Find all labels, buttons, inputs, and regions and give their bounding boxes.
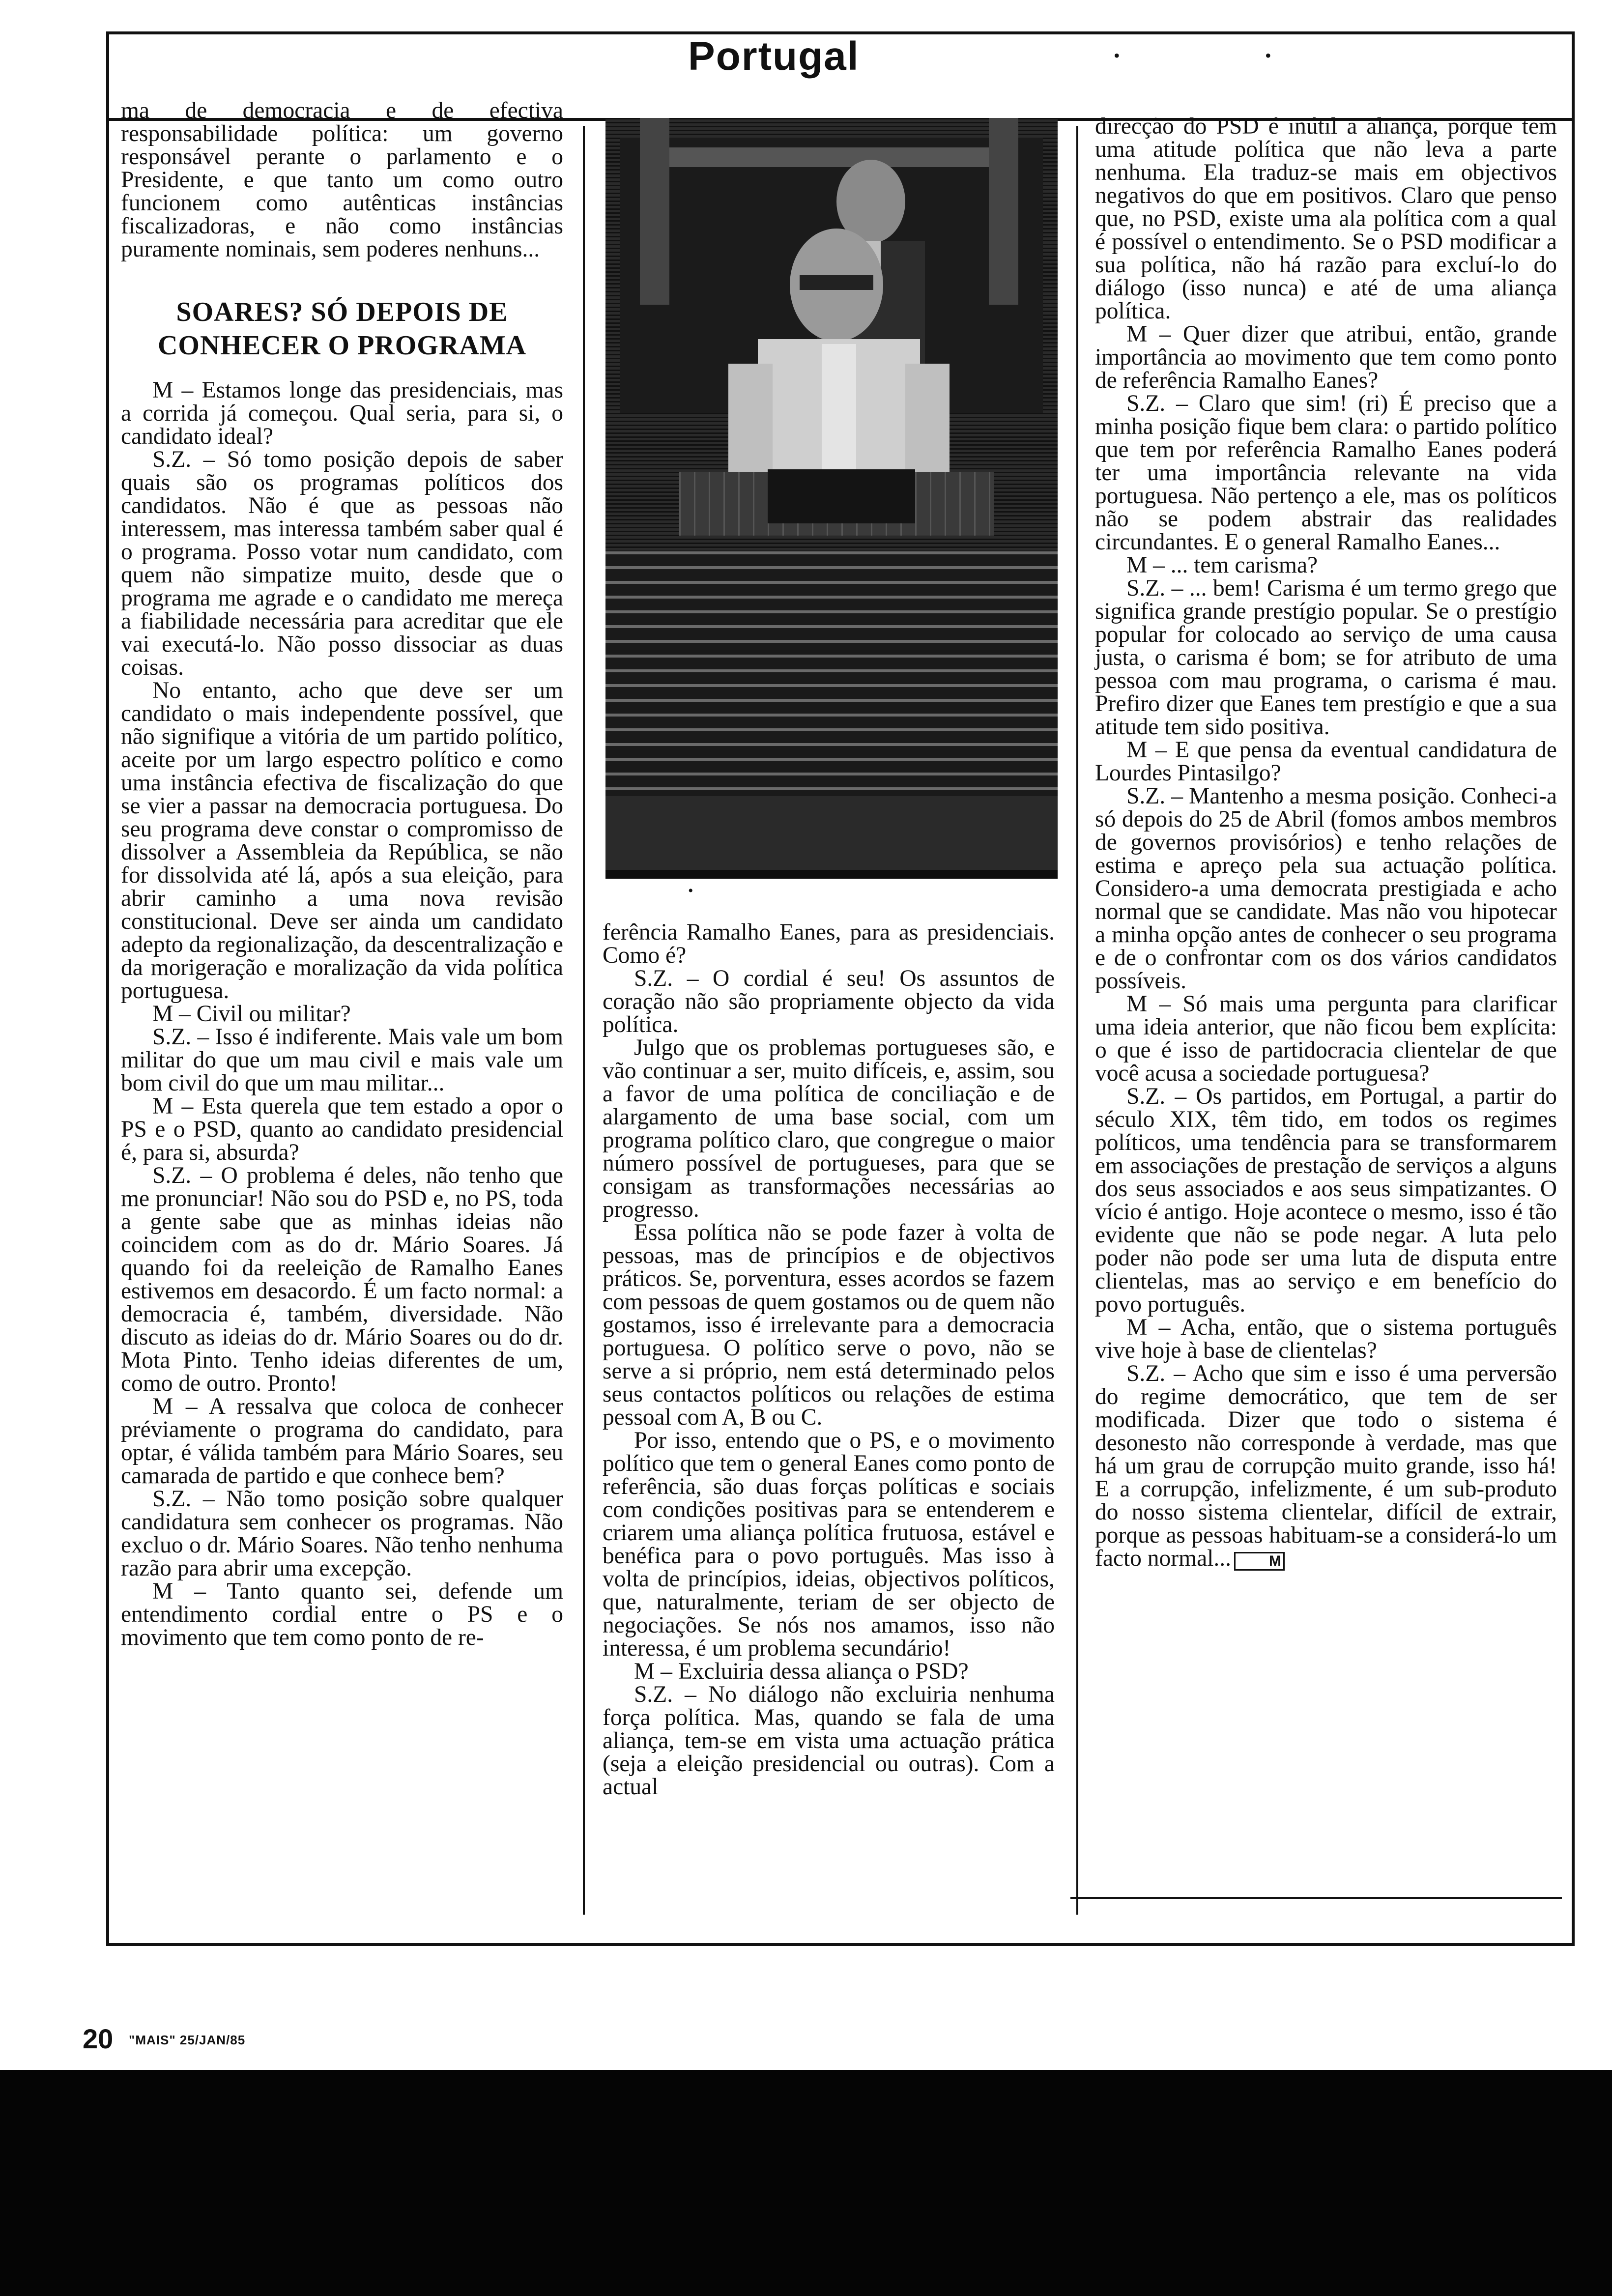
paragraph: M – Civil ou militar? <box>152 1001 351 1027</box>
page-number: 20 <box>83 2023 114 2054</box>
paragraph: No entanto, acho que deve ser um candidato o mais independente possível, que não signifique a vitória de um partido político, aceite por um largo espectro político e como uma instância efectiva de fiscalização do que se vier a passar na democracia portuguesa. Do seu programa deve constar o compromisso de dissolver a Assembleia da República, se não for dissolvida até lá, após a sua eleição, para abrir caminho a uma nova revisão constitucional. Deve ser ainda um candidato adepto da regionalização, da descentralização e da morigeração e moralização da vida política portuguesa. <box>121 678 563 1004</box>
paragraph: M – A ressalva que coloca de conhecer préviamente o programa do candidato, para optar, é válida também para Mário Soares, seu camarada de partido e que conhece bem? <box>121 1394 563 1489</box>
paragraph: S.Z. – Não tomo posição sobre qualquer candidatura sem conhecer os programas. Não excluo o dr. Mário Soares. Não tenho nenhuma razão para abrir uma excepção. <box>121 1486 563 1581</box>
paragraph: Essa política não se pode fazer à volta de pessoas, mas de princípios e de objectivos práticos. Se, porventura, esses acordos se fazem com pessoas de quem gostamos ou de quem não gostamos, isso é irrelevante para a democracia portuguesa. O político serve o povo, não se serve a si próprio, nem está determinado pelos seus contactos políticos ou relações de estima pessoal com A, B ou C. <box>603 1220 1055 1430</box>
paragraph: S.Z. – Isso é indiferente. Mais vale um bom militar do que um mau civil e mais vale um bom civil do que um mau militar... <box>121 1024 563 1096</box>
paragraph: M – ... tem carisma? <box>1126 552 1318 578</box>
paragraph: direcção do PSD é inútil a aliança, porque tem uma atitude política que não leva a parte nenhuma. Ela traduz-se mais em objectivos negativos do que em positivos. Claro que penso que, no PSD, existe uma ala política com a qual é possível o entendimento. Se o PSD modificar a sua política, não há razão para excluí-lo do diálogo (isso nunca) e até de uma aliança política. <box>1095 114 1557 324</box>
portrait-photo <box>605 118 1058 879</box>
paragraph: ma de democracia e de efectiva responsabilidade política: um governo responsável perante o parlamento e o Presidente, e que tanto um como outro funcionem como autênticas instâncias fiscalizadoras, e não como instâncias puramente nominais, sem poderes nenhuns... <box>121 98 563 262</box>
paragraph: S.Z. – ... bem! Carisma é um termo grego que significa grande prestígio popular. Se o prestígio popular for colocado ao serviço de uma causa justa, o carisma é bom; se for atributo de uma pessoa com mau programa, o carisma é mau. Prefiro dizer que Eanes tem prestígio e que a sua atitude tem sido positiva. <box>1095 575 1557 740</box>
paragraph: Julgo que os problemas portugueses são, e vão continuar a ser, muito difíceis, e, assim, sou a favor de uma política de conciliação e de alargamento de uma base social, com um programa político claro, que congregue o maior número possível de portugueses, para que se consigam as transformações necessárias ao progresso. <box>603 1035 1055 1222</box>
paragraph: M – Estamos longe das presidenciais, mas a corrida já começou. Qual seria, para si, o candidato ideal? <box>121 377 563 449</box>
paragraph: M – Esta querela que tem estado a opor o PS e o PSD, quanto ao candidato presidencial é, para si, absurda? <box>121 1093 563 1165</box>
paragraph: S.Z. – O cordial é seu! Os assuntos de coração não são propriamente objecto da vida política. <box>603 966 1055 1037</box>
box-rule <box>1070 1897 1562 1899</box>
paragraph: S.Z. – Os partidos, em Portugal, a partir do século XIX, têm tido, em todos os regimes políticos, uma tendência para se transformarem em associações de prestação de serviços a alguns dos seus associados e aos seus simpatizantes. O vício é antigo. Hoje acontece o mesmo, isso é tão evidente que não se pode negar. A luta pelo poder não pode ser uma luta de disputa entre clientelas, mas ao serviço e em benefício do povo português. <box>1095 1084 1557 1317</box>
end-mark: M <box>1234 1552 1285 1571</box>
paragraph: Por isso, entendo que o PS, e o movimento político que tem o general Eanes como ponto de referência, são duas forças políticas e sociais com condições positivas para se entenderem e criarem uma aliança política frutuosa, estável e benéfica para o povo português. Mas isso à volta de princípios, ideias, objectivos políticos, que, naturalmente, teriam de ser objecto de negociações. Se nós nos amamos, isso não interessa, é um problema secundário! <box>603 1428 1055 1661</box>
publication-line: "MAIS" 25/JAN/85 <box>129 2033 246 2047</box>
left-column <box>121 99 563 1649</box>
paragraph: ferência Ramalho Eanes, para as presidenciais. Como é? <box>603 919 1055 968</box>
portrait-photo-svg <box>605 118 1058 879</box>
column-rule <box>583 126 585 1915</box>
scan-border <box>0 2070 1612 2296</box>
paragraph: M – Só mais uma pergunta para clarificar uma ideia anterior, que não ficou bem explícita: o que é isso de partidocracia clientelar de que você acusa a sociedade portuguesa? <box>1095 991 1557 1086</box>
print-mark: • <box>1114 46 1120 65</box>
paragraph: S.Z. – No diálogo não excluiria nenhuma força política. Mas, quando se fala de uma aliança, tem-se em vista uma actuação prática (seja a eleição presidencial ou outras). Com a actual <box>603 1682 1055 1800</box>
paragraph: M – Quer dizer que atribui, então, grande importância ao movimento que tem como ponto de referência Ramalho Eanes? <box>1095 321 1557 393</box>
print-mark: • <box>1265 46 1271 65</box>
section-title: Portugal <box>688 34 860 79</box>
paragraph: M – Tanto quanto sei, defende um entendimento cordial entre o PS e o movimento que tem como ponto de re- <box>121 1578 563 1650</box>
paragraph: S.Z. – Só tomo posição depois de saber quais são os programas políticos dos candidatos. Não é que as pessoas não interessem, mas interessa também saber qual é o programa. Posso votar num candidato, com quem não simpatize muito, desde que o programa me agrade e o candidato me mereça a fiabilidade necessária para acreditar que ele vai executá-lo. Não posso dissociar as duas coisas. <box>121 447 563 680</box>
photo-mark: • <box>688 883 693 899</box>
paragraph: M – Excluiria dessa aliança o PSD? <box>634 1659 969 1684</box>
column-rule <box>1076 126 1078 1915</box>
paragraph: M – E que pensa da eventual candidatura de Lourdes Pintasilgo? <box>1095 737 1557 786</box>
paragraph: S.Z. – O problema é deles, não tenho que me pronunciar! Não sou do PSD e, no PS, toda a gente sabe que as minhas ideias não coincidem com as do dr. Mário Soares. Já quando foi da reeleição de Ramalho Eanes estivemos em desacordo. É um facto normal: a democracia é, também, diversidade. Não discuto as ideias do dr. Mário Soares ou do dr. Mota Pinto. Tenho ideias diferentes de um, como de outro. Pronto! <box>121 1163 563 1396</box>
middle-column <box>603 921 1055 1799</box>
paragraph: S.Z. – Claro que sim! (ri) É preciso que a minha posição fique bem clara: o partido político que tem por referência Ramalho Eanes poderá ter uma importância relevante na vida portuguesa. Não pertenço a ele, mas os políticos não se podem abstrair das realidades circundantes. E o general Ramalho Eanes... <box>1095 391 1557 555</box>
paragraph: S.Z. – Mantenho a mesma posição. Conheci-a só depois do 25 de Abril (fomos ambos membros de governos provisórios) e tenho relações de estima e apreço pela sua actuação política. Considero-a uma democrata prestigiada e acho normal que se candidate. Mas não vou hipotecar a minha opção antes de conhecer o seu programa e de o confrontar com os dos vários candidatos possíveis. <box>1095 783 1557 994</box>
subheading: SOARES? SÓ DEPOIS DE CONHECER O PROGRAMA <box>157 297 527 361</box>
paragraph: M – Acha, então, que o sistema português vive hoje à base de clientelas? <box>1095 1315 1557 1363</box>
paragraph-text: S.Z. – Acho que sim e isso é uma perversão do regime democrático, que tem de ser modificada. Dizer que todo o sistema é desonesto não corresponde à verdade, mas que há um grau de corrupção muito grande, isso há! E a corrupção, infelizmente, é um sub-produto do nosso sistema clientelar, difícil de extrair, porque as pessoas habituam-se a considerá-lo um facto normal... <box>1095 1361 1557 1571</box>
paragraph <box>1095 1362 1557 1571</box>
right-column <box>1095 115 1557 1571</box>
